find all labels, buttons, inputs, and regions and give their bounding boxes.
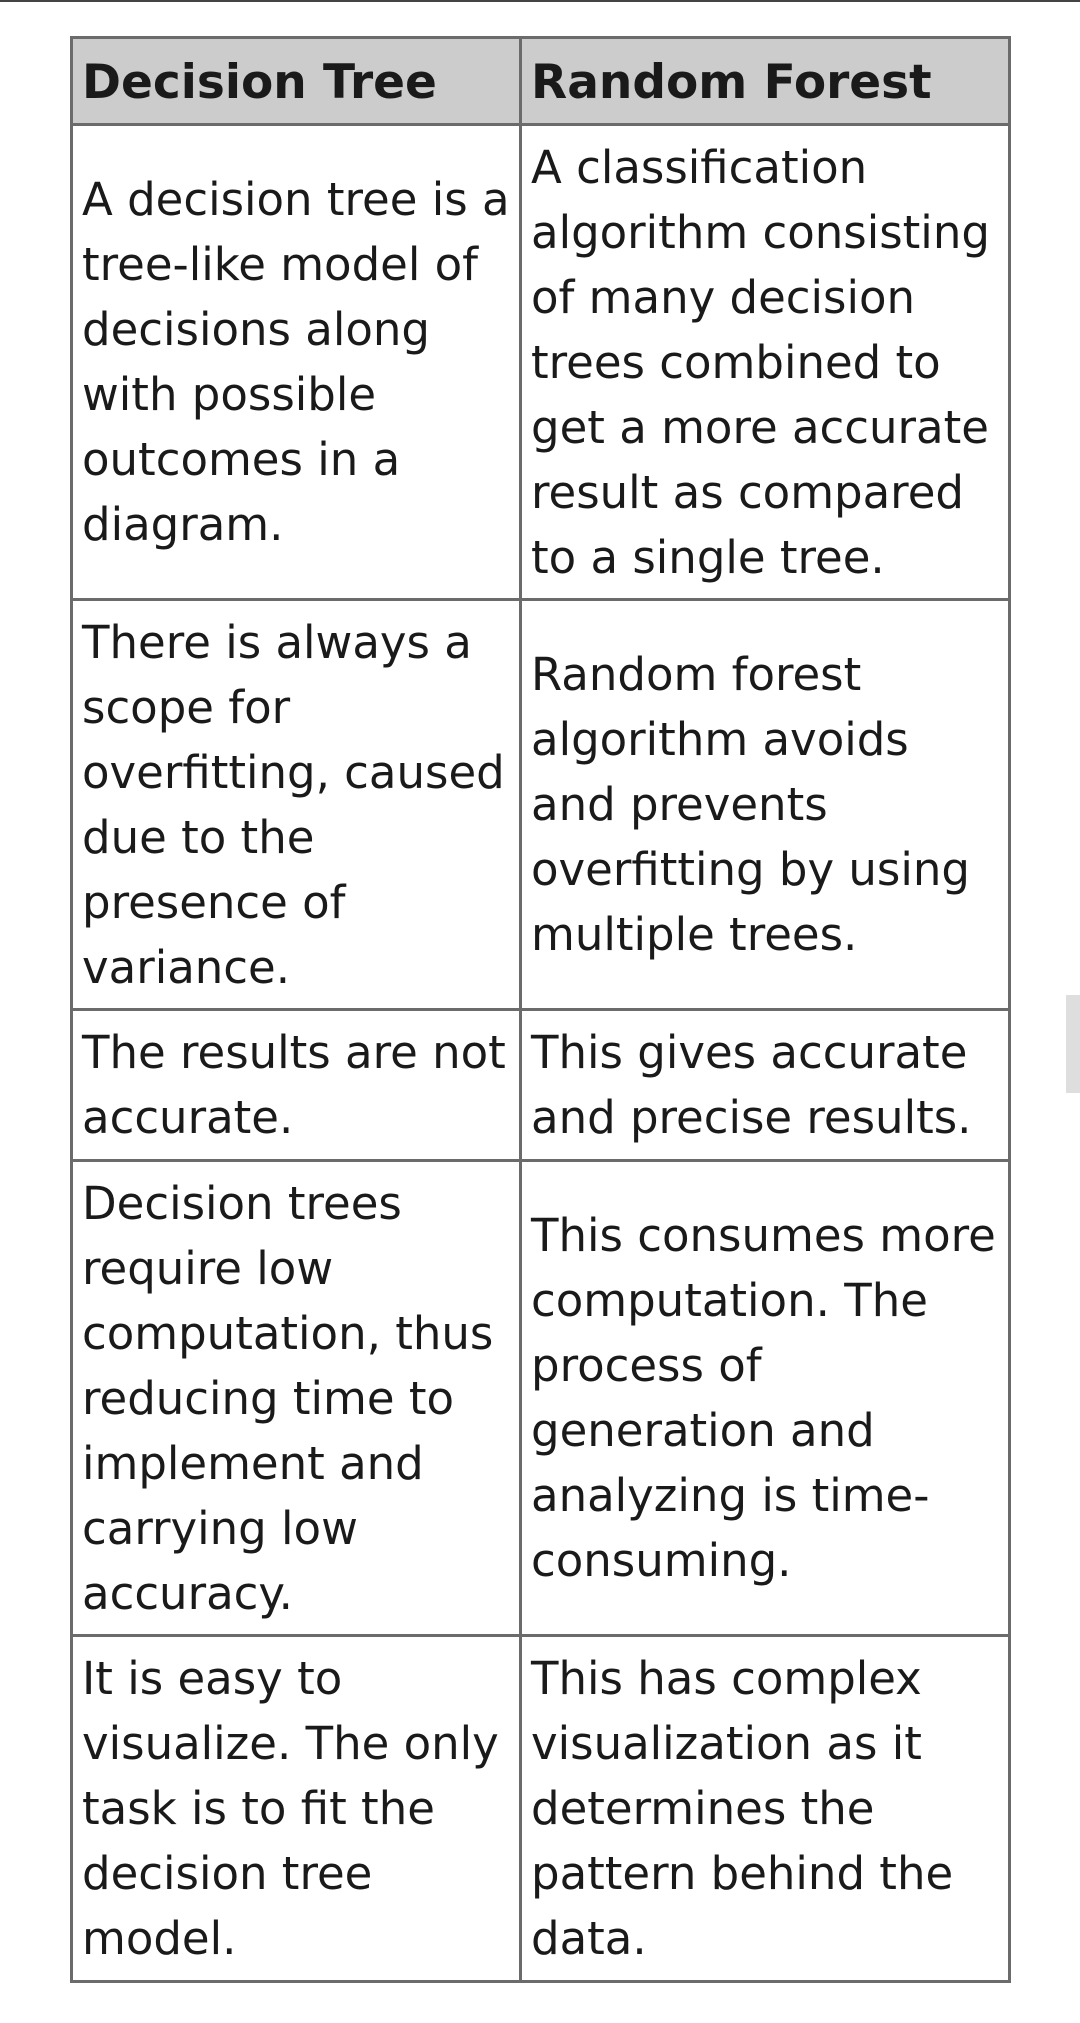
scrollbar-thumb[interactable] — [1066, 995, 1080, 1093]
top-divider — [0, 0, 1080, 2]
random-forest-cell: Random forest algorithm avoids and prevents overfitting by using multiple trees. — [521, 600, 1010, 1010]
random-forest-cell: This gives accurate and precise results. — [521, 1010, 1010, 1161]
table-row — [72, 1636, 1010, 1982]
table-row — [72, 600, 1010, 1010]
header-decision-tree: Decision Tree — [72, 38, 521, 125]
random-forest-cell: This consumes more computation. The process of generation and analyzing is time-consuming. — [521, 1161, 1010, 1636]
table-row — [72, 1010, 1010, 1161]
header-random-forest: Random Forest — [521, 38, 1010, 125]
random-forest-cell: A classification algorithm consisting of many decision trees combined to get a more accurate result as compared to a single tree. — [521, 125, 1010, 600]
comparison-table — [70, 36, 1011, 1983]
decision-tree-cell: A decision tree is a tree-like model of decisions along with possible outcomes in a diagram. — [72, 125, 521, 600]
table-header-row — [72, 38, 1010, 125]
decision-tree-cell: It is easy to visualize. The only task is to fit the decision tree model. — [72, 1636, 521, 1982]
table-row — [72, 1161, 1010, 1636]
decision-tree-cell: The results are not accurate. — [72, 1010, 521, 1161]
table-row — [72, 125, 1010, 600]
random-forest-cell: This has complex visualization as it determines the pattern behind the data. — [521, 1636, 1010, 1982]
decision-tree-cell: There is always a scope for overfitting, caused due to the presence of variance. — [72, 600, 521, 1010]
decision-tree-cell: Decision trees require low computation, thus reducing time to implement and carrying low accuracy. — [72, 1161, 521, 1636]
